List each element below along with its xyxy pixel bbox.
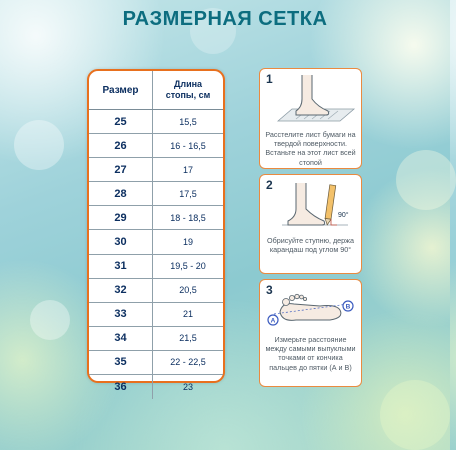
step-card-1 <box>259 68 362 169</box>
step-instruction: Обрисуйте ступню, держа карандаш под углом 90° <box>267 236 354 255</box>
step-card-2 <box>259 174 362 274</box>
table-row <box>89 375 223 399</box>
bokeh-light <box>396 150 456 210</box>
table-row <box>89 158 223 182</box>
length-cell: 21,5 <box>179 333 197 344</box>
length-cell: 21 <box>182 309 193 320</box>
bokeh-light <box>14 120 64 170</box>
length-cell: 17,5 <box>179 188 197 199</box>
page-title: РАЗМЕРНАЯ СЕТКА <box>122 8 328 30</box>
table-row <box>89 327 223 351</box>
size-cell: 31 <box>89 255 153 278</box>
size-cell: 29 <box>89 206 153 229</box>
length-cell: 16 - 16,5 <box>170 140 206 151</box>
table-row <box>89 110 223 134</box>
size-cell: 33 <box>89 303 153 326</box>
header-length <box>153 71 223 109</box>
table-row <box>89 134 223 158</box>
step-number: 2 <box>266 178 273 192</box>
bokeh-light <box>380 380 450 450</box>
header-length-line2: стопы, см <box>165 90 211 100</box>
length-cell: 17 <box>182 164 193 175</box>
table-row <box>89 230 223 254</box>
step-instruction: Измерьте расстояние между самыми выпуклыми точками от кончика пальцев до пятки (А и В) <box>265 335 356 372</box>
foot-on-paper-icon <box>260 69 363 129</box>
table-row <box>89 206 223 230</box>
header-length-line1: Длина <box>173 79 203 89</box>
step-number: 3 <box>266 283 273 297</box>
size-cell: 32 <box>89 279 153 302</box>
foot-outline-icon <box>260 280 363 334</box>
table-row <box>89 255 223 279</box>
size-cell: 30 <box>89 230 153 253</box>
step-instruction: Расстелите лист бумаги на твердой поверхности. Встаньте на этот лист всей стопой <box>265 130 356 167</box>
length-cell: 23 <box>182 382 193 393</box>
foot-tracing-icon <box>260 175 363 235</box>
length-cell: 20,5 <box>179 285 197 296</box>
length-cell: 19 <box>182 237 193 248</box>
step-card-3 <box>259 279 362 387</box>
table-row <box>89 279 223 303</box>
header-size: Размер <box>89 71 153 109</box>
table-row <box>89 303 223 327</box>
step-number: 1 <box>266 72 273 86</box>
length-cell: 18 - 18,5 <box>170 212 206 223</box>
table-header <box>89 71 223 110</box>
length-cell: 15,5 <box>179 116 197 127</box>
table-row <box>89 351 223 375</box>
point-a-label: A <box>270 317 276 325</box>
size-cell: 36 <box>89 375 153 399</box>
size-cell: 34 <box>89 327 153 350</box>
size-cell: 28 <box>89 182 153 205</box>
bokeh-light <box>30 300 70 340</box>
size-table <box>87 69 225 394</box>
size-cell: 26 <box>89 134 153 157</box>
size-cell: 25 <box>89 110 153 133</box>
size-cell: 35 <box>89 351 153 374</box>
angle-label: 90° <box>338 212 349 219</box>
size-cell: 27 <box>89 158 153 181</box>
point-b-label: B <box>345 303 351 311</box>
length-cell: 22 - 22,5 <box>170 357 206 368</box>
length-cell: 19,5 - 20 <box>170 261 206 272</box>
table-row <box>89 182 223 206</box>
